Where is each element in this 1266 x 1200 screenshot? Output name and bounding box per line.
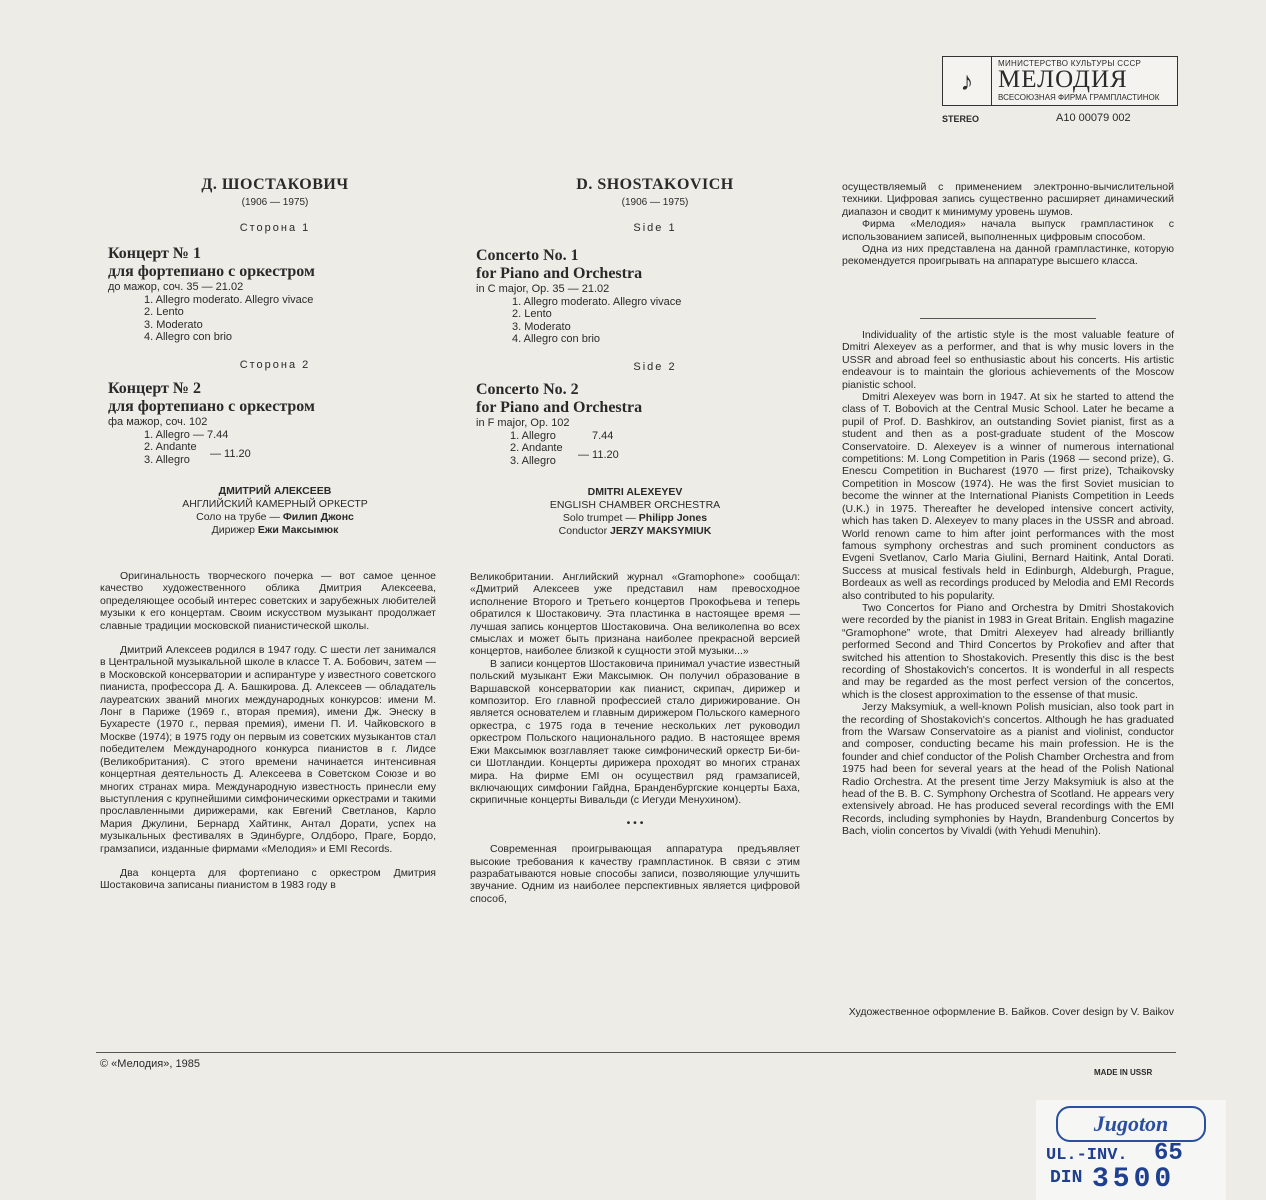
paragraph: Дмитрий Алексеев родился в 1947 году. С шести лет занимался в Центральной музыкальной школе в классе Т. А. Бобович, затем — в Московской консерватории и аспирантуре у известного советского пианиста, профессора Д. А. Башкирова. Д. Алексеев — обладатель лауреатских званий многих международных конкурсов: имени М. Лонг в Париже (1969 г., вторая премия), имени Дж. Энеску в Бухаресте (1970 г., первая премия), имени П. И. Чайковского в Москве (1974); в 1975 году он первым из советских музыкантов стал победителем Международного конкурса пианистов в г. Лидсе (Великобритания). С этого времени начинается интенсивная концертная деятельность Д. Алексеева в Советском Союзе и во многих странах мира. Международную известность принесли ему выступления с крупнейшими симфоническими оркестрами и такими прославленными дирижерами, как Евгений Светланов, Карло Мария Джулини, Бернард Хайтинк, Антал Дорати, успех на музыкальных фестивалях в Эдинбурге, Олдборо, Праге, Бордо, грамзаписи, изданные фирмами «Мелодия» и EMI Records. [100,644,436,855]
ru-dates: (1906 — 1975) [241,197,309,208]
ru-text-column-1 [100,570,436,892]
credit-role: Solo trumpet — [562,512,639,524]
credit-person: Ежи Максымюк [257,524,339,536]
paragraph: В записи концертов Шостаковича принимал участие известный польский музыкант Ежи Максымюк. Он получил образование в Варшавской консерватории как пианист, скрипач, дирижер и композитор. Его главной профессией стало дирижирование. Он является основателем и главным дирижером Польского камерного оркестра, с 1975 года в течение нескольких лет руководил оркестром Польского национального радио. В настоящее время Ежи Максымюк возглавляет также симфонический оркестр Би-би-си Шотландии. Концерты дирижера проходят во многих странах мира. На фирме EMI он осуществил ряд грамзаписей, включающих симфонии Гайдна, Бранденбургские концерты Баха, скрипичные концерты Вивальди (с Иегуди Менухином). [470,657,800,807]
en-c2-title2: for Piano and Orchestra [476,399,643,416]
section-divider-stars: • • • [626,816,644,829]
ru-concerto1 [108,245,448,344]
track: 4. Allegro con brio [144,331,233,343]
en-text-column [842,329,1174,838]
logo-ministry: МИНИСТЕРСТВО КУЛЬТУРЫ СССР [998,59,1142,68]
jugoton-stamp: Jugoton [1056,1106,1206,1142]
paragraph: осуществляемый с применением электронно-вычислительной техники. Цифровая запись существенно расширяет динамический диапазон и сводит к минимуму уровень шумов. [842,181,1174,218]
ru-credit-conductor [110,524,440,537]
ru-c1-title1: Концерт № 1 [108,245,201,262]
en-c2-title1: Concerto No. 2 [476,381,579,398]
track: 2. Andante [510,442,563,454]
track: 2. Lento [144,306,184,318]
track: 3. Allegro [510,454,556,467]
track: 3. Moderato [144,318,203,331]
track: 4. Allegro con brio [512,333,601,345]
en-credit-orchestra: ENGLISH CHAMBER ORCHESTRA [549,499,721,511]
en-c1-title1: Concerto No. 1 [476,247,579,264]
paragraph: Современная проигрывающая аппаратура предъявляет высокие требования к качеству грампластинок. В связи с этим разрабатываются новые способы записи, позволяющие улучшить звучание. Одним из наиболее перспективных является цифровой способ, [470,843,800,905]
ru-c1-title2: для фортепиано с оркестром [108,263,315,280]
ru-c1-key: до мажор, соч. 35 — 21.02 [108,281,244,293]
track: 3. Moderato [512,320,571,333]
en-header [490,176,820,234]
ru-c2-title2: для фортепиано с оркестром [108,398,315,415]
en-dates: (1906 — 1975) [621,197,689,208]
credit-role: Conductor [558,525,611,537]
track: 1. Allegro [510,429,556,442]
paragraph: Великобритании. Английский журнал «Gramophone» сообщал: «Дмитрий Алексеев уже представил нам превосходное исполнение Второго и Третьего концертов Прокофьева и теперь обратился к Шостаковичу. Эта пластинка в настоящее время — лучшая запись концертов Шостаковича. Она великолепна во всех смыслах и может быть признана наиболее прекрасной версией концертов, наиболее близкой к сущности этой музыки...» [470,571,800,658]
logo-subtitle: ВСЕСОЮЗНАЯ ФИРМА ГРАМПЛАСТИНОК [998,93,1160,102]
en-credit-pianist: DMITRI ALEXEYEV [587,486,683,498]
catalog-number: А10 00079 002 [1056,112,1131,124]
track-duration: — 11.20 [210,447,251,460]
ru-side2: Сторона 2 [239,359,311,371]
stereo-label: STEREO [942,114,980,124]
ru-c2-title1: Концерт № 2 [108,380,201,397]
ru-credits [110,485,440,537]
ru-credit-pianist: ДМИТРИЙ АЛЕКСЕЕВ [218,485,332,497]
ru-credit-trumpet [110,511,440,524]
en-credit-trumpet [470,512,800,525]
en-composer: D. SHOSTAKOVICH [576,176,734,193]
paragraph: Одна из них представлена на данной грампластинке, которую рекомендуется проигрывать на аппаратуре высшего класса. [842,243,1174,268]
paragraph: Jerzy Maksymiuk, a well-known Polish musician, also took part in the recording of Shostakovich's concertos. Although he has graduated from the Warsaw Conservatoire as a pianist and violinist, conductor and composer, conducting became his main profession. He is the founder and chief conductor of the Polish Chamber Orchestra and from 1975 had been for several years at the head of the Polish National Radio Orchestra. At the present time Jerzy Maksymiuk is also at the head of the B. B. C. Symphony Orchestra of Scotland. He appears very extensively abroad. He has produced several recordings with the EMI Records, including symphonies by Haydn, Brandenburg Concertos by Bach, violin concertos by Vivaldi (with Yehudi Menuhin). [842,701,1174,838]
credit-role: Соло на трубе — [196,511,283,523]
ru-header [110,176,440,234]
inv-number: 65 [1154,1140,1183,1167]
ru-credit-orchestra: АНГЛИЙСКИЙ КАМЕРНЫЙ ОРКЕСТР [182,498,368,510]
footer-rule [96,1052,1176,1053]
en-c2-key: in F major, Op. 102 [476,417,570,429]
en-side2: Side 2 [633,361,677,373]
copyright: © «Мелодия», 1985 [100,1058,200,1070]
ru-text-column-3 [842,181,1174,268]
en-concerto2 [476,381,816,467]
en-concerto1 [476,247,816,346]
melodiya-emblem-icon: ♪ [943,57,992,105]
credit-role: Дирижер [211,524,258,536]
inventory-sticker [1036,1100,1226,1200]
track: 1. Allegro moderato. Allegro vivace [144,293,314,306]
en-c1-title2: for Piano and Orchestra [476,265,643,282]
track: 1. Allegro — 7.44 [144,428,229,441]
paragraph: Individuality of the artistic style is the most valuable feature of Dmitri Alexeyev as a performer, and that is why music lovers in the USSR and abroad feel so enthusiastic about his concerts. His artistic endeavour is to maintain the glorious achievements of the Moscow pianistic school. [842,329,1174,391]
ru-text-column-2 [470,571,800,905]
track: 1. Allegro moderato. Allegro vivace [512,295,682,308]
ru-c1-tracklist [108,294,448,344]
credit-person: Филип Джонс [282,511,354,523]
ru-c2-key: фа мажор, соч. 102 [108,416,208,428]
ru-c2-tracklist [108,429,448,467]
cover-design-credit: Художественное оформление В. Байков. Cover design by V. Baikov [848,1006,1174,1018]
track-duration: 7.44 [592,429,614,442]
paragraph: Два концерта для фортепиано с оркестром Дмитрия Шостаковича записаны пианистом в 1983 году в [100,866,436,892]
en-c2-tracklist [476,430,816,468]
paragraph: Dmitri Alexeyev was born in 1947. At six he started to attend the class of T. Bobovich at the Central Music School. Later he became a pupil of Prof. D. Bashkirov, an outstanding Soviet pianist, first as a student and then as a post-graduate student of the Moscow Conservatoire. D. Alexeyev is a winner of numerous international competitions: M. Long Competition in Paris (1968 — second prize), G. Enescu Competition in Bucharest (1970 — first prize), Tchaikovsky Competition in Moscow (1974). He was the first Soviet musician to become the winner at the International Pianists Competition in Leeds (U.K.) in 1975. Thereafter he developed intensive concert activity, which has taken D. Alexeyev to many places in the USSR and abroad. World renown came to him after joint performances with the most famous symphony orchestras and such prominent conductors as Evgeni Svetlanov, Carlo Maria Giulini, Bernard Haitink, Antal Dorati. Success at musical festivals held in Edinburgh, Aldeburgh, Prague, Bordeaux as well as recordings produced by Melodia and EMI Records also contributed to his popularity. [842,391,1174,602]
paragraph: Two Concertos for Piano and Orchestra by Dmitri Shostakovich were recorded by the pianist in 1983 in Great Britain. English magazine “Gramophone” wrote, that Dmitri Alexeyev had already brilliantly performed Second and Third Concertos by Prokofiev and after that switched his attention to Shostakovich. Presently this disc is the best recording of Shostakovich's concertos. It is wonderful in all respects and may be regarded as the most perfect version of the concertos, which is the closest approximation to the essense of that music. [842,601,1174,701]
ru-composer: Д. ШОСТАКОВИЧ [201,176,349,193]
track: 2. Lento [512,308,552,320]
en-side1: Side 1 [633,222,677,234]
ru-side1: Сторона 1 [239,222,311,234]
en-c1-key: in C major, Op. 35 — 21.02 [476,283,610,295]
credit-person: JERZY MAKSYMIUK [610,525,712,537]
paragraph: Фирма «Мелодия» начала выпуск грампластинок с использованием записей, выполненных цифровым способом. [842,218,1174,243]
en-credit-conductor [470,525,800,538]
track-duration: — 11.20 [578,448,619,461]
ru-concerto2 [108,380,448,466]
paragraph: Оригинальность творческого почерка — вот самое ценное качество художественного облика Дмитрия Алексеева, определяющее особый интерес советских и зарубежных любителей музыки к его концертам. Своим искусством музыкант продолжает славные традиции московской пианистической школы. [100,570,436,632]
credit-person: Philipp Jones [638,512,708,524]
logo-name: МЕЛОДИЯ [998,66,1128,93]
melodiya-logo [942,56,1178,106]
din-label: DIN [1050,1168,1083,1188]
made-in-ussr: MADE IN USSR [1094,1068,1153,1077]
en-c1-tracklist [476,296,816,346]
track: 3. Allegro [144,453,190,466]
inv-label: UL.-INV. [1046,1146,1128,1165]
en-credits [470,486,800,538]
track: 2. Andante [144,441,197,453]
din-number: 3500 [1092,1164,1176,1195]
divider [920,318,1096,319]
